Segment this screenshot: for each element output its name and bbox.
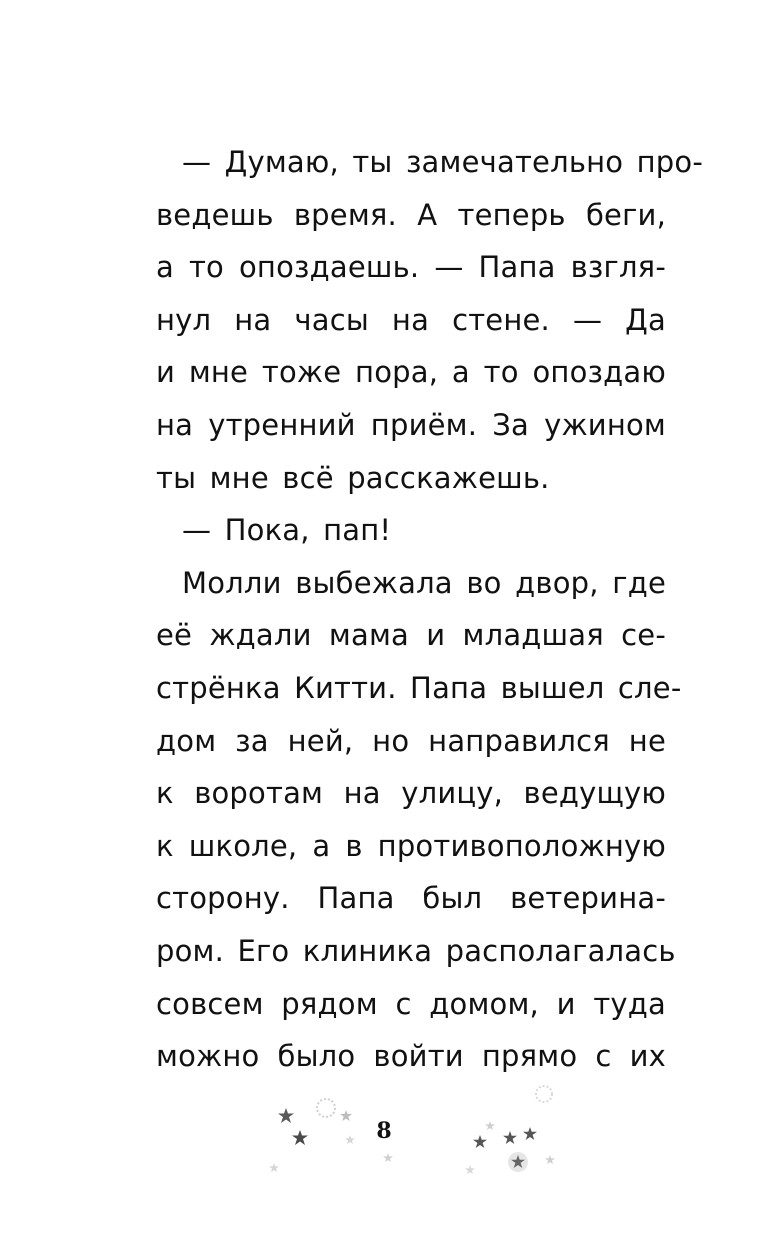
- star-icon: [269, 1163, 279, 1172]
- text-line: к школе, а в противоположную: [156, 828, 666, 863]
- text-line: на утренний приём. За ужином: [156, 407, 666, 442]
- text-line: и мне тоже пора, а то опоздаю: [156, 355, 666, 390]
- text-line: — Пока, пап!: [182, 513, 392, 548]
- star-icon: [536, 1086, 552, 1102]
- text-line: ром. Его клиника располагалась: [156, 933, 676, 968]
- star-icon: [545, 1155, 555, 1164]
- text-line: — Думаю, ты замечательно про-: [182, 145, 704, 179]
- star-icon: [317, 1099, 335, 1117]
- text-line: Молли выбежала во двор, где: [182, 565, 666, 600]
- star-icon: [465, 1165, 475, 1174]
- text-line: ты мне всё расскажешь.: [156, 460, 550, 495]
- text-line: можно было войти прямо с их: [156, 1039, 666, 1074]
- text-line: её ждали мама и младшая се-: [156, 618, 666, 653]
- text-line: совсем рядом с домом, и туда: [156, 986, 666, 1021]
- star-icon: [383, 1153, 393, 1162]
- star-icon: [508, 1152, 528, 1172]
- body-text: [156, 136, 704, 1083]
- text-line: к воротам на улицу, ведущую: [156, 776, 666, 811]
- text-line: а то опоздаешь. — Папа взгля-: [156, 250, 666, 285]
- text-line: дом за ней, но направился не: [156, 723, 666, 758]
- text-line: ведешь время. А теперь беги,: [156, 197, 666, 232]
- text-line: стрёнка Китти. Папа вышел сле-: [156, 670, 682, 705]
- page-number: 8: [376, 1118, 392, 1144]
- text-line: нул на часы на стене. — Да: [156, 302, 666, 337]
- text-line: сторону. Папа был ветерина-: [156, 881, 666, 916]
